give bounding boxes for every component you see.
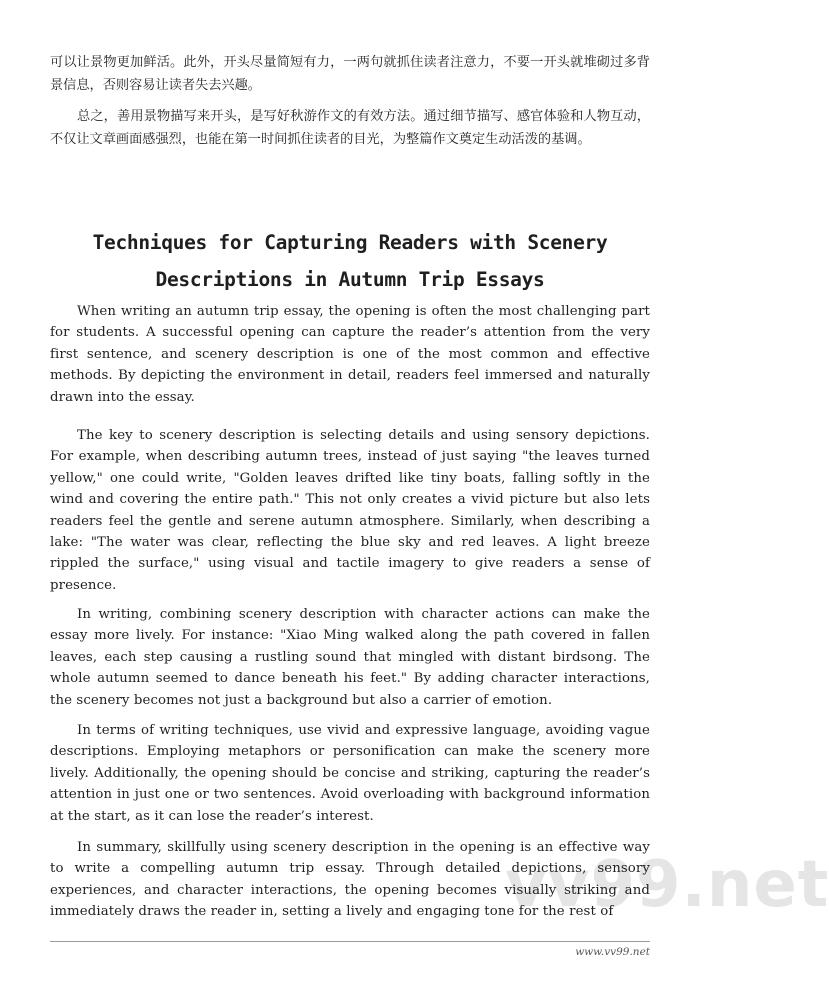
english-paragraph-1: When writing an autumn trip essay, the opening is often the most challenging part for students. A successful opening can capture the reader’s attention from the very first sentence, and scenery description is one of the most common and effective methods. By depicting the environment in detail, readers feel immersed and naturally drawn into the essay. <box>50 304 650 405</box>
article-title: Techniques for Capturing Readers with Scenery Descriptions in Autumn Trip Essays <box>92 231 608 291</box>
english-paragraph-3: In writing, combining scenery description with character actions can make the essay more lively. For instance: "Xiao Ming walked along the path covered in fallen leaves, each step causing a rustling sound that mingled with distant birdsong. The whole autumn seemed to dance beneath his feet." By adding character interactions, the scenery becomes not just a background but also a carrier of emotion. <box>50 607 650 708</box>
english-paragraph-4: In terms of writing techniques, use vivid and expressive language, avoiding vague descriptions. Employing metaphors or personification can make the scenery more lively. Additionally, the opening should be concise and striking, capturing the reader’s attention in just one or two sentences. Avoid overloading with background information at the start, as it can lose the reader’s interest. <box>50 723 650 824</box>
footer-divider <box>50 941 650 942</box>
footer-url: www.vv99.net <box>575 946 650 958</box>
english-paragraph-5: In summary, skillfully using scenery description in the opening is an effective way to write a compelling autumn trip essay. Through detailed depictions, sensory experiences, and character interactions, the opening becomes visually striking and immediately draws the reader in, setting a lively and engaging tone for the rest of <box>50 840 650 920</box>
chinese-paragraph-1: 可以让景物更加鲜活。此外，开头尽量简短有力，一两句就抓住读者注意力，不要一开头就堆砌过多背景信息，否则容易让读者失去兴趣。 <box>50 55 650 93</box>
site-watermark: vv99.net <box>505 848 829 922</box>
english-paragraph-2: The key to scenery description is selecting details and using sensory depictions. For example, when describing autumn trees, instead of just saying "the leaves turned yellow," one could write, "Golden leaves drifted like tiny boats, falling softly in the wind and covering the entire path." This not only creates a vivid picture but also lets readers feel the gentle and serene autumn atmosphere. Similarly, when describing a lake: "The water was clear, reflecting the blue sky and red leaves. A light breeze rippled the surface," using visual and tactile imagery to give readers a sense of presence. <box>50 428 650 593</box>
chinese-paragraph-2: 总之，善用景物描写来开头，是写好秋游作文的有效方法。通过细节描写、感官体验和人物互动，不仅让文章画面感强烈，也能在第一时间抓住读者的目光，为整篇作文奠定生动活泼的基调。 <box>50 109 650 147</box>
